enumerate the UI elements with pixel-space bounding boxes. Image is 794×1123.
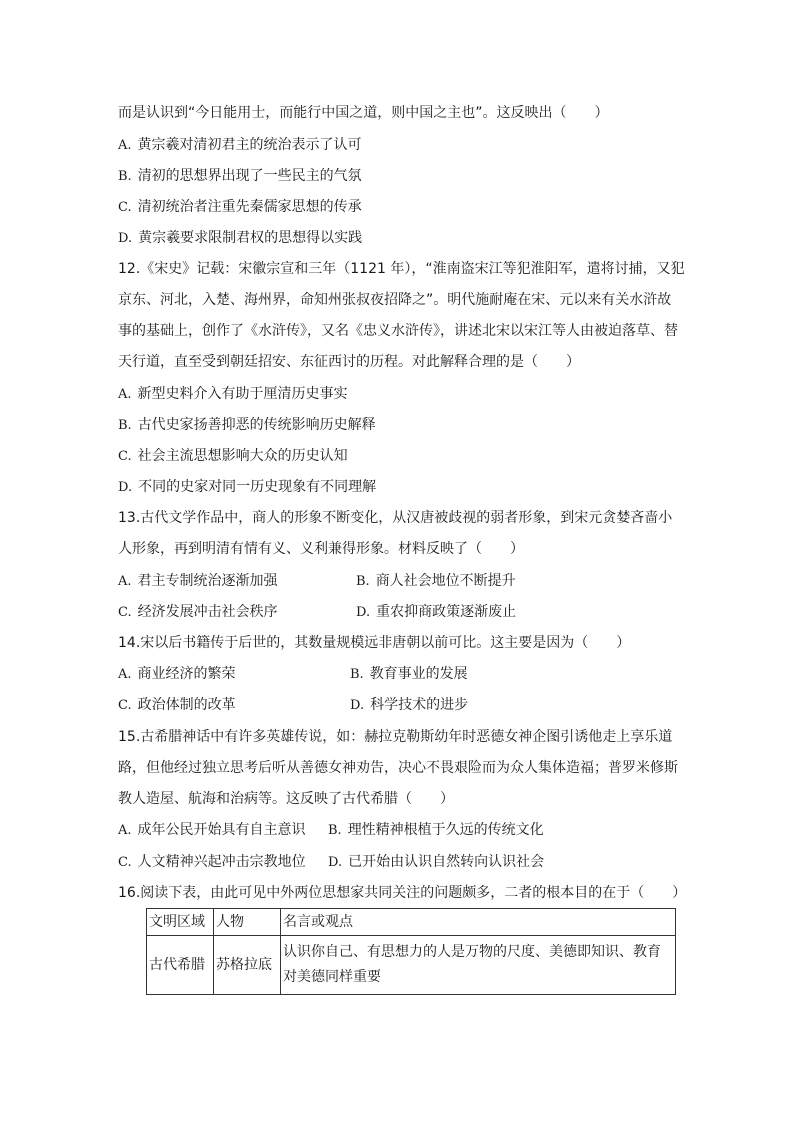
q14-option-d: D. 科学技术的进步 — [350, 697, 469, 713]
q15-stem-line: 路，但他经过独立思考后听从善德女神劝告，决心不畏艰险而为众人集体造福；普罗米修斯 — [118, 760, 678, 776]
q12-stem-line: 事的基础上，创作了《水浒传》，又名《忠义水浒传》，讲述北宋以宋江等人由被迫落草、替 — [118, 323, 678, 339]
q15-option-b: B. 理性精神根植于久远的传统文化 — [328, 822, 544, 838]
q15-stem-line: 教人造屋、航海和治病等。这反映了古代希腊（ ） — [118, 791, 454, 807]
q12-stem-line: 京东、河北，入楚、海州界，命知州张叔夜招降之”。明代施耐庵在宋、元以来有关水浒故 — [118, 292, 672, 308]
q12-option-c: C. 社会主流思想影响大众的历史认知 — [118, 448, 348, 464]
table-header-row — [147, 909, 676, 936]
q15-stem-line: 15.古希腊神话中有许多英雄传说，如：赫拉克勒斯幼年时恶德女神企图引诱他走上享乐道 — [118, 729, 673, 745]
q14-option-c: C. 政治体制的改革 — [118, 697, 236, 713]
q12-option-b: B. 古代史家扬善抑恶的传统影响历史解释 — [118, 417, 376, 433]
q13-option-a: A. 君主专制统治逐渐加强 — [118, 573, 278, 589]
q12-stem-line: 12.《宋史》记载：宋徽宗宣和三年（1121 年），“淮南盗宋江等犯淮阳军，遣将讨捕，又犯 — [118, 261, 685, 277]
q11-option-b: B. 清初的思想界出现了一些民主的气氛 — [118, 168, 362, 184]
table-cell: 认识你自己、有思想力的人是万物的尺度、美德即知识、教育对美德同样重要 — [281, 936, 676, 995]
q14-option-b: B. 教育事业的发展 — [350, 666, 468, 682]
q11-option-c: C. 清初统治者注重先秦儒家思想的传承 — [118, 199, 362, 215]
table-header-cell: 名言或观点 — [281, 909, 676, 936]
table-cell: 古代希腊 — [147, 936, 214, 995]
q14-option-a: A. 商业经济的繁荣 — [118, 666, 236, 682]
table-cell: 苏格拉底 — [214, 936, 281, 995]
q16-stem-line: 16.阅读下表，由此可见中外两位思想家共同关注的问题颇多，二者的根本目的在于（ ） — [118, 885, 687, 901]
q11-option-d: D. 黄宗羲要求限制君权的思想得以实践 — [118, 230, 363, 246]
q11-stem-line: 而是认识到“今日能用士，而能行中国之道，则中国之主也”。这反映出（ ） — [118, 105, 609, 121]
q15-option-d: D. 已开始由认识自然转向认识社会 — [328, 854, 545, 870]
q15-option-a: A. 成年公民开始具有自主意识 — [118, 822, 306, 838]
q12-option-d: D. 不同的史家对同一历史现象有不同理解 — [118, 479, 377, 495]
q11-option-a: A. 黄宗羲对清初君主的统治表示了认可 — [118, 137, 362, 153]
table-row — [147, 936, 676, 995]
thinkers-table — [146, 908, 676, 995]
q13-stem-line: 人形象，再到明清有情有义、义利兼得形象。材料反映了（ ） — [118, 541, 524, 557]
q13-option-c: C. 经济发展冲击社会秩序 — [118, 604, 278, 620]
q14-stem-line: 14.宋以后书籍传于后世的，其数量规模远非唐朝以前可比。这主要是因为（ ） — [118, 635, 631, 651]
q13-stem-line: 13.古代文学作品中，商人的形象不断变化，从汉唐被歧视的弱者形象，到宋元贪婪吝啬小 — [118, 510, 673, 526]
table-header-cell: 文明区域 — [147, 909, 214, 936]
q13-option-d: D. 重农抑商政策逐渐废止 — [356, 604, 517, 620]
table-header-cell: 人物 — [214, 909, 281, 936]
q12-stem-line: 天行道，直至受到朝廷招安、东征西讨的历程。对此解释合理的是（ ） — [118, 354, 580, 370]
q12-option-a: A. 新型史料介入有助于厘清历史事实 — [118, 386, 348, 402]
q15-option-c: C. 人文精神兴起冲击宗教地位 — [118, 854, 306, 870]
q13-option-b: B. 商人社会地位不断提升 — [356, 573, 516, 589]
